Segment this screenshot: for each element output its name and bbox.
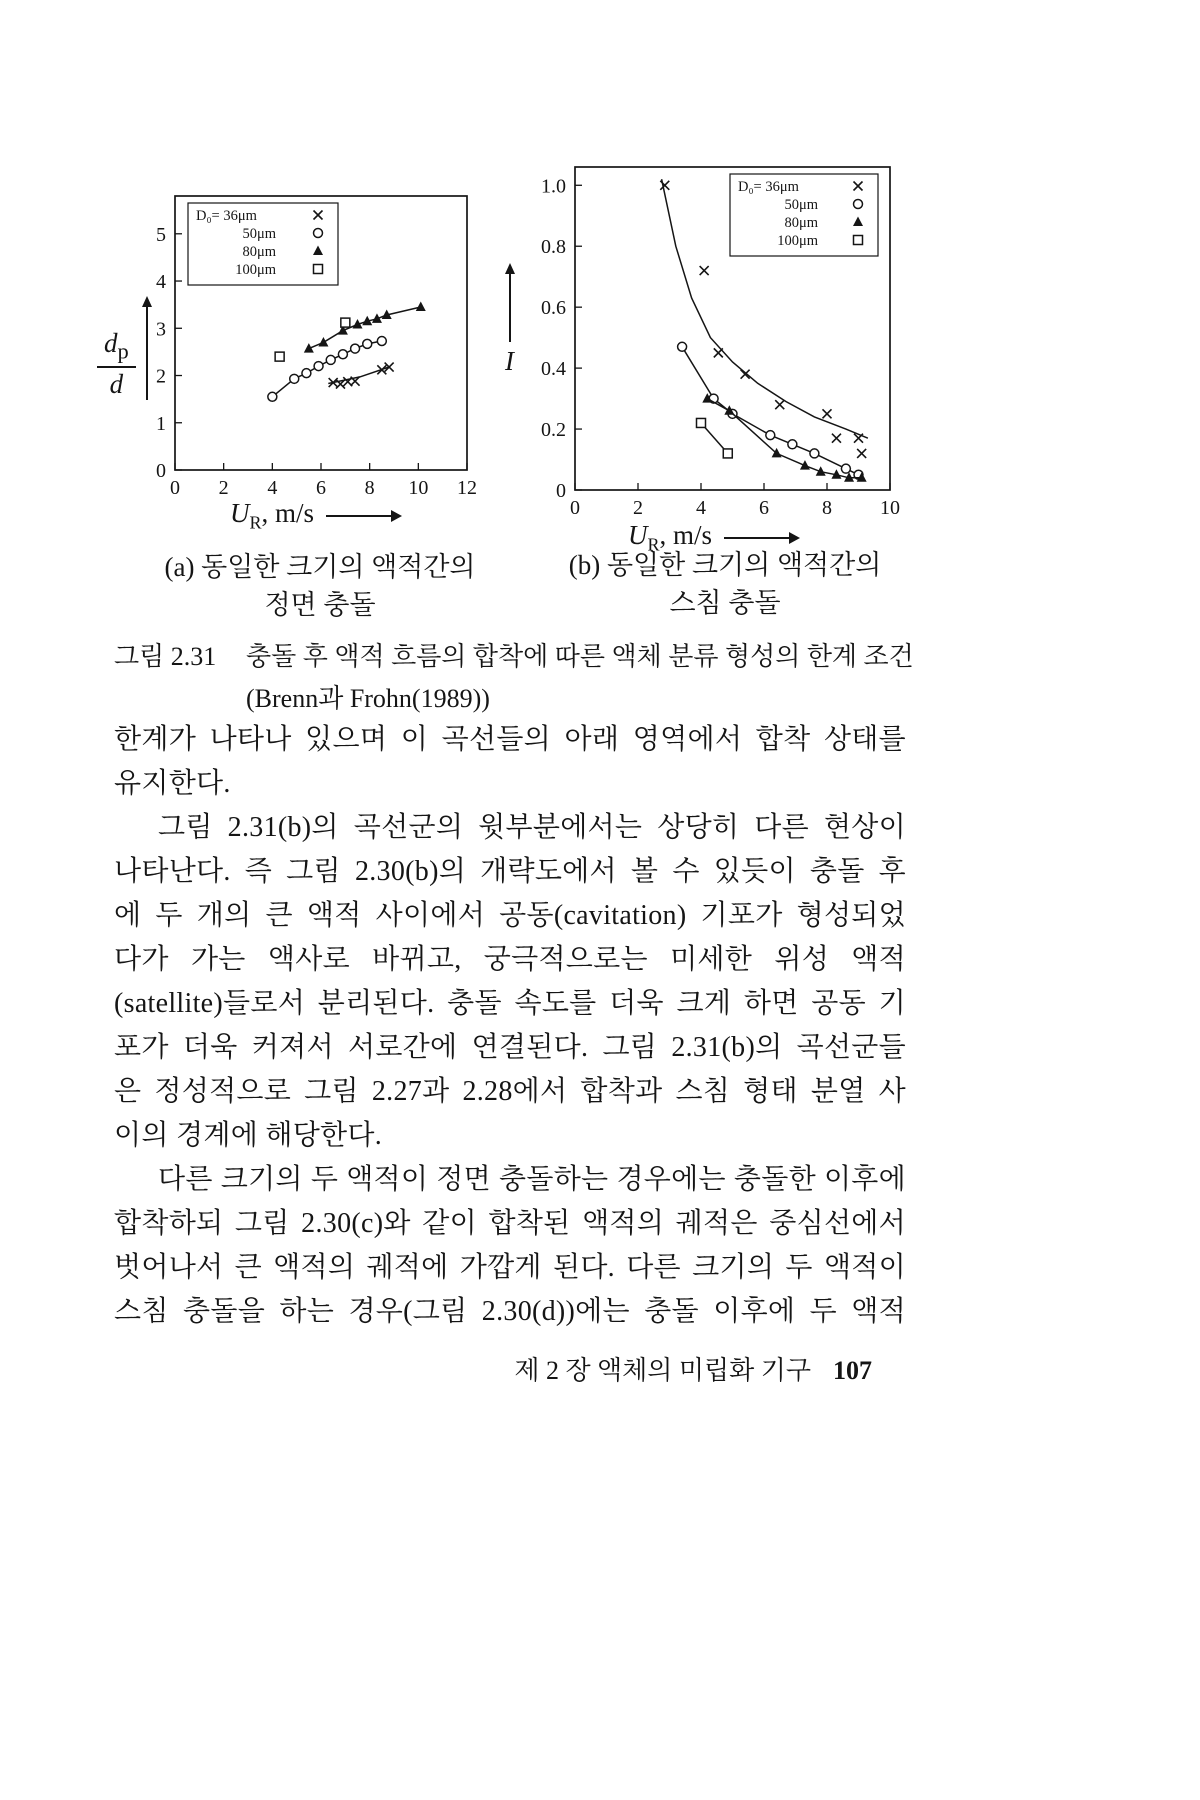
svg-text:4: 4 xyxy=(267,477,278,499)
svg-text:0.2: 0.2 xyxy=(541,419,566,442)
svg-text:4: 4 xyxy=(156,271,166,294)
body-line: 에 두 개의 큰 액적 사이에서 공동(cavitation) 기포가 형성되었 xyxy=(114,900,906,931)
ylabel-numerator: d xyxy=(104,328,118,359)
svg-text:50μm: 50μm xyxy=(242,226,276,242)
caption-line: 정면 충돌 xyxy=(264,590,376,620)
svg-text:D₀= 36μm: D₀= 36μm xyxy=(196,208,257,224)
body-line: 포가 더욱 커져서 서로간에 연결된다. 그림 2.31(b)의 곡선군들 xyxy=(114,1032,906,1063)
svg-text:10: 10 xyxy=(880,497,900,519)
body-line: 스침 충돌을 하는 경우(그림 2.30(d))에는 충돌 이후에 두 액적 xyxy=(114,1296,906,1327)
x-axis-arrow xyxy=(724,537,798,539)
body-line: 다가 가는 액사로 바뀌고, 궁극적으로는 미세한 위성 액적 xyxy=(114,944,906,975)
figure-caption-text: 충돌 후 액적 흐름의 합착에 따른 액체 분류 형성의 한계 조건 xyxy=(246,642,914,671)
y-axis-arrow xyxy=(509,272,511,342)
ylabel-text: I xyxy=(505,346,514,376)
y-axis-arrow xyxy=(146,305,148,400)
caption-line: (b) 동일한 크기의 액적간의 xyxy=(568,550,882,580)
body-line: 유지한다. xyxy=(114,768,231,799)
figure-caption-reference: (Brenn과 Frohn(1989)) xyxy=(246,684,490,713)
svg-text:0: 0 xyxy=(556,480,566,502)
svg-text:3: 3 xyxy=(156,318,166,341)
svg-text:0.6: 0.6 xyxy=(541,297,566,320)
x-axis-arrow xyxy=(326,515,400,517)
svg-text:100μm: 100μm xyxy=(235,262,276,278)
svg-text:0: 0 xyxy=(170,477,180,499)
page-footer xyxy=(114,1350,872,1387)
page-number: 107 xyxy=(833,1356,872,1385)
figure-caption xyxy=(114,636,914,720)
svg-text:6: 6 xyxy=(316,477,326,499)
body-line: 은 정성적으로 그림 2.27과 2.28에서 합착과 스침 형태 분열 사 xyxy=(114,1076,906,1107)
body-line: 이의 경계에 해당한다. xyxy=(114,1120,383,1151)
svg-text:D₀= 36μm: D₀= 36μm xyxy=(738,179,799,195)
caption-chart-b xyxy=(535,546,915,622)
svg-text:5: 5 xyxy=(156,223,166,246)
caption-chart-a xyxy=(140,548,500,624)
chart-b-y-axis-label xyxy=(505,272,514,377)
svg-text:0: 0 xyxy=(156,460,166,482)
body-line: 그림 2.31(b)의 곡선군의 윗부분에서는 상당히 다른 현상이 xyxy=(158,812,906,843)
chart-b-canvas xyxy=(525,147,920,522)
chart-a-x-axis-label xyxy=(230,498,400,533)
ylabel-numerator-sub: p xyxy=(117,338,129,364)
figure-number: 그림 2.31 xyxy=(114,642,217,671)
body-line: 다른 크기의 두 액적이 정면 충돌하는 경우에는 충돌한 이후에 xyxy=(158,1164,906,1195)
svg-text:0.4: 0.4 xyxy=(541,358,566,381)
svg-text:1.0: 1.0 xyxy=(541,175,566,198)
svg-text:0.8: 0.8 xyxy=(541,236,566,259)
svg-text:8: 8 xyxy=(822,497,832,519)
body-line: 합착하되 그림 2.30(c)와 같이 합착된 액적의 궤적은 중심선에서 xyxy=(114,1208,906,1239)
svg-text:6: 6 xyxy=(759,497,769,519)
svg-text:1: 1 xyxy=(156,412,166,435)
svg-text:50μm: 50μm xyxy=(784,197,818,213)
y-axis-fraction xyxy=(97,329,136,400)
svg-text:2: 2 xyxy=(633,497,643,519)
chart-a-canvas xyxy=(140,176,490,506)
svg-text:12: 12 xyxy=(457,477,477,499)
ylabel-denominator: d xyxy=(109,369,124,400)
caption-line: (a) 동일한 크기의 액적간의 xyxy=(164,552,476,582)
body-text xyxy=(114,718,906,1334)
body-line: 한계가 나타나 있으며 이 곡선들의 아래 영역에서 합착 상태를 xyxy=(114,724,906,755)
svg-text:10: 10 xyxy=(408,477,429,499)
chart-a-y-axis-label xyxy=(97,305,148,400)
svg-text:80μm: 80μm xyxy=(784,215,818,231)
body-line: 벗어나서 큰 액적의 궤적에 가깝게 된다. 다른 크기의 두 액적이 xyxy=(114,1252,906,1283)
svg-text:100μm: 100μm xyxy=(777,233,818,249)
svg-text:2: 2 xyxy=(156,365,166,388)
footer-chapter-title: 제 2 장 액체의 미립화 기구 xyxy=(514,1356,811,1385)
x-axis-text: $U_R$, m/s xyxy=(628,520,713,555)
x-axis-text: $U_R$, m/s xyxy=(230,498,315,533)
caption-line: 스침 충돌 xyxy=(669,588,781,618)
svg-text:2: 2 xyxy=(218,477,229,499)
svg-text:8: 8 xyxy=(364,477,375,499)
body-line: (satellite)들로서 분리된다. 충돌 속도를 더욱 크게 하면 공동 기 xyxy=(114,988,906,1019)
svg-text:4: 4 xyxy=(696,497,706,519)
svg-text:0: 0 xyxy=(570,497,580,519)
body-line: 나타난다. 즉 그림 2.30(b)의 개략도에서 볼 수 있듯이 충돌 후 xyxy=(114,856,906,887)
svg-text:80μm: 80μm xyxy=(242,244,276,260)
